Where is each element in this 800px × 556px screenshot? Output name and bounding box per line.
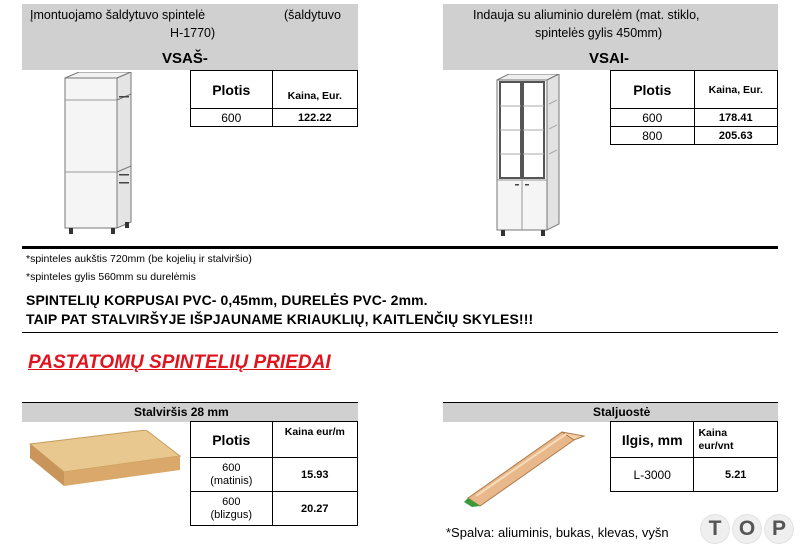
- badge-letter-o: O: [732, 514, 762, 544]
- table-row: [611, 458, 778, 492]
- table-row: [191, 492, 358, 526]
- section-divider: [22, 246, 778, 249]
- right-price-table: [610, 70, 778, 145]
- countertop-row1-finish: (matinis): [210, 474, 253, 487]
- countertop-row1-width: 600: [222, 461, 241, 474]
- countertop-header: [22, 402, 358, 422]
- right-product-title-line1: Indauja su aliuminio durelėm (mat. stiklo,: [473, 8, 700, 22]
- note-height: *spinteles aukštis 720mm (be kojelių ir stalviršio): [26, 253, 252, 265]
- color-note: *Spalva: aliuminis, bukas, klevas, vyšn: [446, 525, 669, 540]
- glass-cabinet-image: [487, 74, 572, 239]
- molding-row-length: L-3000: [611, 458, 694, 492]
- back-to-top-button[interactable]: [700, 514, 794, 544]
- table-row: [611, 109, 778, 127]
- left-row-width: 600: [191, 109, 273, 127]
- left-product-title-line1: Įmontuojamo šaldytuvo spintelė: [30, 8, 206, 22]
- countertop-col-width: Plotis: [191, 422, 273, 458]
- molding-row-price: 5.21: [694, 458, 778, 492]
- countertop-row1-price: 15.93: [272, 458, 357, 492]
- right-col-width-header: Plotis: [611, 71, 695, 109]
- right-product-code: VSAI-: [589, 50, 630, 67]
- cutout-notice: TAIP PAT STALVIRŠYJE IŠPJAUNAME KRIAUKLIŲ, KAITLENČIŲ SKYLES!!!: [26, 311, 534, 327]
- badge-letter-p: P: [764, 514, 794, 544]
- countertop-row2-price: 20.27: [272, 492, 357, 526]
- countertop-row2-width: 600: [222, 495, 241, 508]
- countertop-image: [28, 430, 183, 490]
- table-row: [191, 109, 358, 127]
- molding-image: [462, 426, 587, 508]
- fridge-cabinet-image: [55, 72, 145, 237]
- left-product-code: VSAŠ-: [162, 50, 208, 67]
- table-row: [191, 458, 358, 492]
- right-row2-price: 205.63: [694, 127, 777, 145]
- countertop-col-price: Kaina eur/m: [272, 422, 357, 458]
- right-product-title-line2: spintelės gylis 450mm): [535, 26, 663, 40]
- badge-letter-t: T: [700, 514, 730, 544]
- left-price-table: [190, 70, 358, 127]
- left-product-title-extra: (šaldytuvo: [284, 8, 341, 22]
- table-row: [611, 127, 778, 145]
- molding-col-price-line1: Kaina: [698, 426, 728, 439]
- molding-col-length: Ilgis, mm: [611, 422, 694, 458]
- countertop-row2-finish: (blizgus): [210, 508, 253, 521]
- section-divider-2: [22, 332, 778, 333]
- pvc-notice: SPINTELIŲ KORPUSAI PVC- 0,45mm, DURELĖS PVC- 2mm.: [26, 292, 428, 308]
- left-product-header: [22, 4, 358, 70]
- right-row1-price: 178.41: [694, 109, 777, 127]
- countertop-title: Stalviršis 28 mm: [134, 405, 229, 419]
- right-product-header: [443, 4, 778, 70]
- right-row1-width: 600: [611, 109, 695, 127]
- left-col-price-header: Kaina, Eur.: [272, 71, 357, 109]
- right-col-price-header: Kaina, Eur.: [694, 71, 777, 109]
- left-col-width-header: Plotis: [191, 71, 273, 109]
- note-depth: *spinteles gylis 560mm su durelėmis: [26, 271, 196, 283]
- left-product-title-line2: H-1770): [170, 26, 216, 40]
- countertop-price-table: [190, 421, 358, 526]
- right-row2-width: 800: [611, 127, 695, 145]
- molding-header: [443, 402, 778, 422]
- left-row-price: 122.22: [272, 109, 357, 127]
- molding-col-price-line2: eur/vnt: [698, 439, 734, 452]
- molding-title: Staljuostė: [593, 405, 651, 419]
- molding-price-table: [610, 421, 778, 492]
- accessories-heading: PASTATOMŲ SPINTELIŲ PRIEDAI: [28, 352, 331, 373]
